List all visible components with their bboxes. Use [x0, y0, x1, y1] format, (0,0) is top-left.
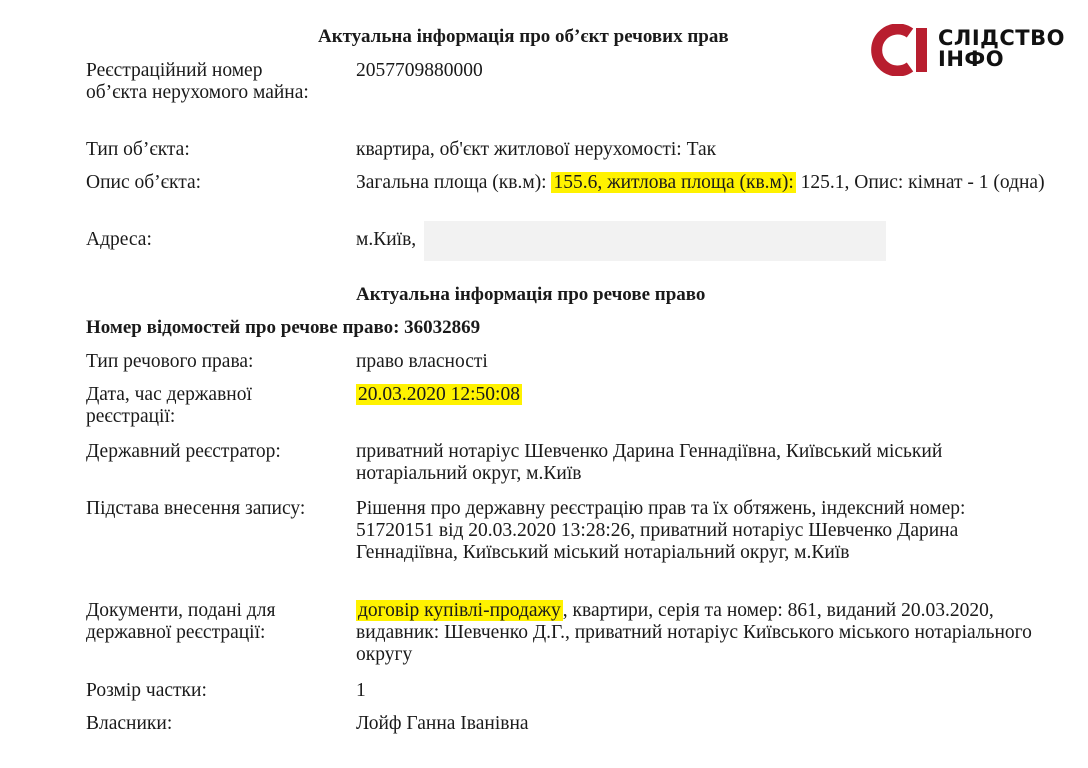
right-type-value: право власності: [356, 351, 488, 372]
object-section-heading: Актуальна інформація про об’єкт речових прав: [318, 26, 729, 47]
reg-number-value: 2057709880000: [356, 60, 483, 81]
documents-highlight: договір купівлі-продажу: [358, 600, 561, 621]
right-section-heading: Актуальна інформація про речове право: [356, 284, 706, 305]
right-type-label: Тип речового права:: [86, 351, 254, 372]
logo-line-1: СЛІДСТВО: [938, 26, 1065, 50]
address-redaction: [424, 221, 886, 261]
description-prefix: Загальна площа (кв.м):: [356, 172, 552, 193]
documents-suffix: , квартири, серія та номер: 861, виданий 20.03.2020, видавник: Шевченко Д.Г., приватний нотаріус Київського міського нотаріального округу: [356, 600, 1032, 665]
address-value: м.Київ,: [356, 229, 417, 250]
reg-date-highlight: 20.03.2020 12:50:08: [358, 384, 520, 405]
share-value: 1: [356, 680, 366, 701]
owners-value: Лойф Ганна Іванівна: [356, 713, 529, 734]
owners-label: Власники:: [86, 713, 173, 734]
basis-label: Підстава внесення запису:: [86, 498, 306, 519]
object-type-value: квартира, об'єкт житлової нерухомості: Так: [356, 139, 717, 160]
share-label: Розмір частки:: [86, 680, 207, 701]
documents-value: [356, 600, 1046, 666]
registrar-label: Державний реєстратор:: [86, 441, 281, 462]
description-suffix: 125.1, Опис: кімнат - 1 (одна): [795, 172, 1045, 193]
logo-line-2: ІНФО: [938, 47, 1005, 71]
reg-number-label: Реєстраційний номер об’єкта нерухомого майна:: [86, 60, 309, 103]
description-label: Опис об’єкта:: [86, 172, 202, 193]
description-highlight: 155.6, житлова площа (кв.м):: [553, 172, 794, 193]
record-number-heading: Номер відомостей про речове право: 36032869: [86, 317, 481, 338]
object-type-label: Тип об’єкта:: [86, 139, 190, 160]
description-value: [356, 172, 1046, 194]
reg-date-label: Дата, час державної реєстрації:: [86, 384, 252, 427]
documents-label: Документи, подані для державної реєстрації:: [86, 600, 276, 643]
reg-date-value: [356, 384, 1046, 406]
basis-value: Рішення про державну реєстрацію прав та їх обтяжень, індексний номер: 51720151 від 20.03.2020 13:28:26, приватний нотаріус Шевченко Дарина Геннадіївна, Київський міський нотаріальний округ, м.Київ: [356, 498, 966, 563]
registrar-value: приватний нотаріус Шевченко Дарина Геннадіївна, Київський міський нотаріальний округ, м.Київ: [356, 441, 943, 484]
address-label: Адреса:: [86, 229, 152, 250]
